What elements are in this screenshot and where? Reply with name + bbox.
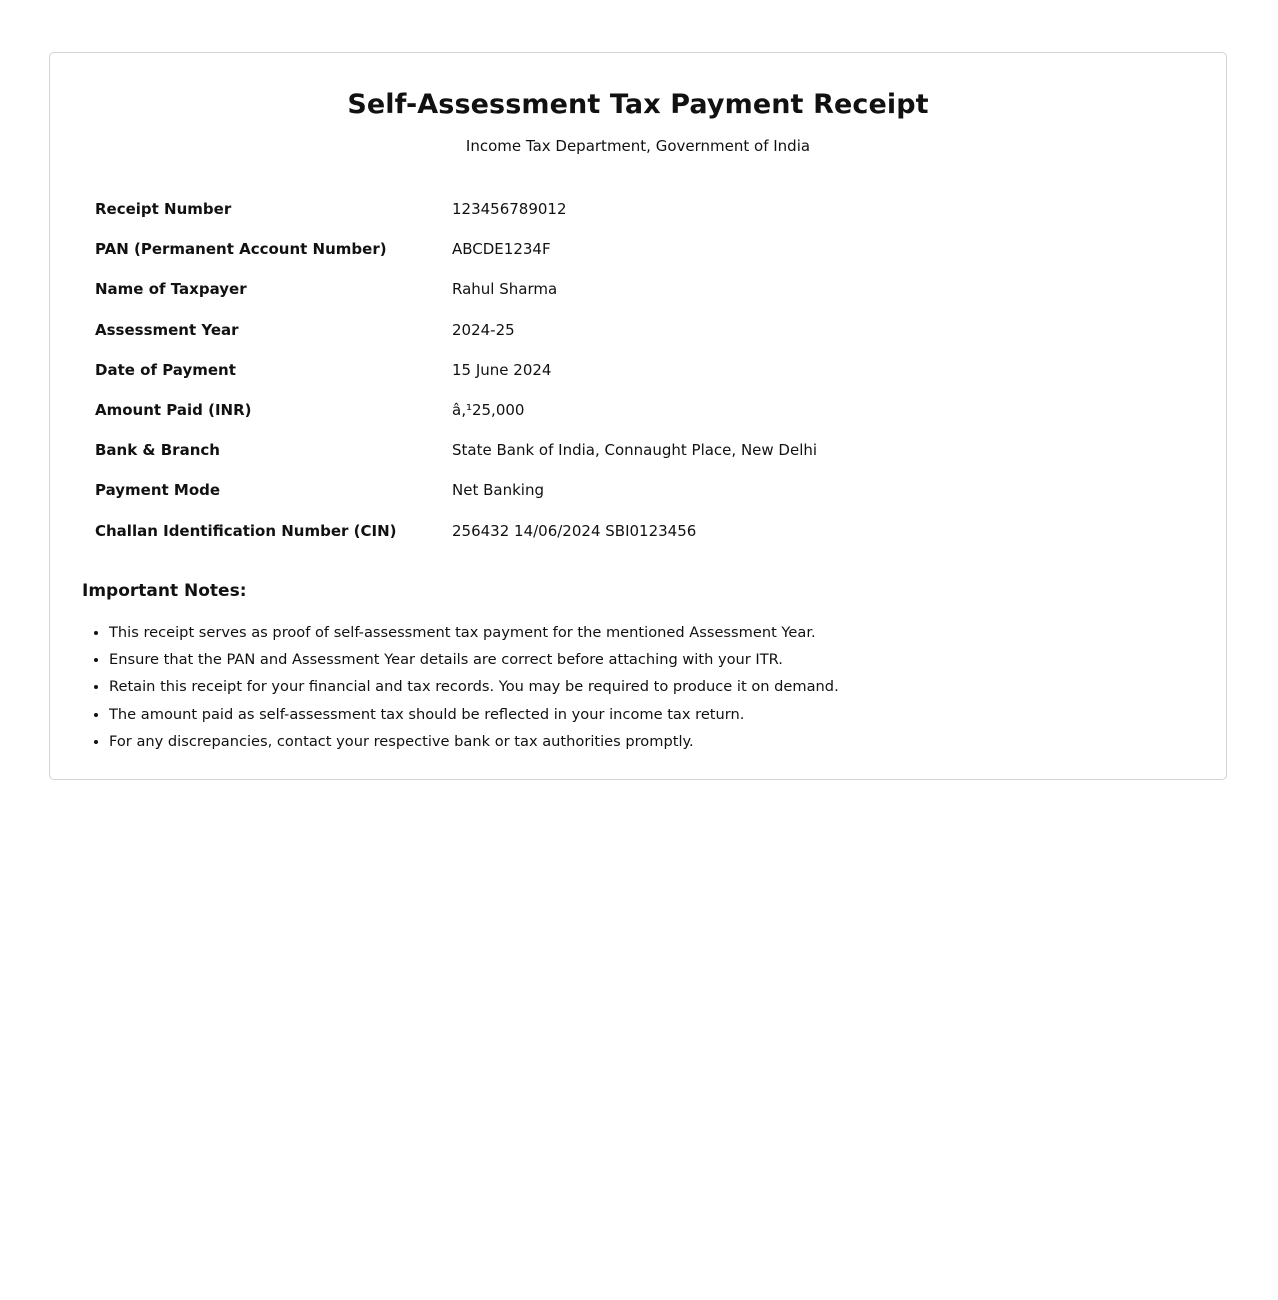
detail-label: PAN (Permanent Account Number) (95, 240, 387, 259)
detail-row-payment-mode (95, 470, 1152, 510)
note-item: • The amount paid as self-assessment tax should be reflected in your income tax return. (109, 701, 839, 728)
detail-label: Payment Mode (95, 481, 221, 500)
note-item: • For any discrepancies, contact your respective bank or tax authorities promptly. (109, 728, 839, 755)
detail-value: Rahul Sharma (452, 280, 558, 299)
detail-value: State Bank of India, Connaught Place, New Delhi (452, 441, 818, 460)
receipt-card (49, 52, 1227, 780)
detail-value: 15 June 2024 (452, 360, 552, 379)
receipt-details-table (95, 189, 1152, 551)
detail-row-cin (95, 511, 1152, 551)
note-item: • Ensure that the PAN and Assessment Year details are correct before attaching with your ITR. (109, 646, 839, 673)
detail-value: Net Banking (452, 481, 544, 500)
note-item: • Retain this receipt for your financial and tax records. You may be required to produce it on demand. (109, 673, 839, 700)
detail-label: Name of Taxpayer (95, 280, 247, 299)
detail-value: ABCDE1234F (452, 240, 551, 259)
detail-label: Amount Paid (INR) (95, 401, 252, 420)
receipt-subtitle: Income Tax Department, Government of India (465, 137, 811, 155)
detail-label: Assessment Year (95, 320, 239, 339)
detail-row-receipt-number (95, 189, 1152, 229)
detail-label: Bank & Branch (95, 441, 220, 460)
detail-row-bank-branch (95, 430, 1152, 470)
detail-row-amount-paid (95, 390, 1152, 430)
detail-row-payment-date (95, 350, 1152, 390)
notes-list (82, 619, 839, 755)
note-item: • This receipt serves as proof of self-assessment tax payment for the mentioned Assessment Year. (109, 619, 839, 646)
detail-value: 2024-25 (452, 320, 515, 339)
detail-value: â‚¹25,000 (452, 401, 525, 420)
detail-value: 256432 14/06/2024 SBI0123456 (452, 521, 697, 540)
detail-label: Receipt Number (95, 200, 232, 219)
detail-label: Date of Payment (95, 360, 236, 379)
detail-row-taxpayer-name (95, 269, 1152, 309)
detail-label: Challan Identification Number (CIN) (95, 521, 397, 540)
notes-heading: Important Notes: (82, 581, 247, 601)
detail-value: 123456789012 (452, 200, 567, 219)
detail-row-pan (95, 229, 1152, 269)
receipt-title: Self-Assessment Tax Payment Receipt (347, 89, 929, 120)
detail-row-assessment-year (95, 310, 1152, 350)
